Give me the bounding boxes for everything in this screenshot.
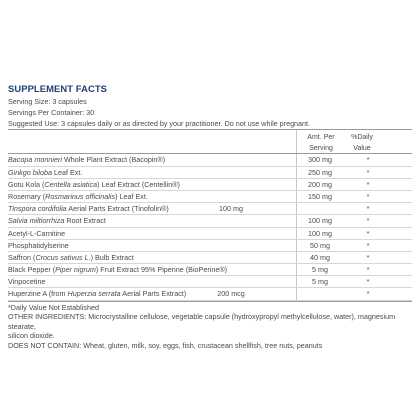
supplement-facts-panel	[8, 84, 412, 351]
ingredient-latin-name: Crocus sativus L.	[35, 252, 91, 262]
ingredient-row	[8, 154, 412, 166]
ingredient-name-suffix: ) Leaf Extract (Centellin®)	[97, 179, 180, 189]
ingredient-name-suffix: ) Leaf Ext.	[115, 191, 148, 201]
ingredient-row	[8, 191, 412, 203]
ingredient-daily-value: *	[366, 179, 370, 189]
ingredient-name-text: Acetyl-L-Carnitine	[8, 228, 66, 238]
daily-value-header	[341, 132, 383, 154]
ingredient-name	[8, 167, 82, 178]
ingredient-name-text: Vinpocetine	[8, 277, 46, 287]
ingredient-amount: 300 mg	[308, 155, 332, 165]
ingredient-daily-value: *	[366, 277, 370, 287]
dv-header-line2: Value	[353, 145, 371, 153]
amount-header-line2: Serving	[309, 145, 333, 153]
ingredient-name-prefix: Huperzine A (from	[8, 289, 68, 299]
ingredient-daily-value: *	[366, 240, 370, 250]
ingredient-amount: 150 mg	[308, 191, 332, 201]
ingredient-name-text: Leaf Ext.	[51, 167, 83, 177]
ingredient-daily-value: *	[366, 204, 370, 214]
amount-per-serving-header	[297, 132, 345, 154]
ingredient-row	[8, 252, 412, 264]
ingredient-name-prefix: Rosemary (	[8, 191, 46, 201]
ingredient-daily-value: *	[366, 191, 370, 201]
ingredient-daily-value: *	[366, 155, 370, 165]
ingredient-row	[8, 228, 412, 240]
ingredient-name	[8, 240, 69, 251]
ingredient-amount: 100 mg	[219, 204, 243, 214]
other-ingredients-continued: silicon dioxide.	[8, 331, 55, 341]
ingredient-name	[8, 264, 227, 275]
ingredient-name-suffix: ) Bulb Extract	[90, 252, 134, 262]
column-header	[8, 130, 412, 153]
ingredient-name-suffix: Aerial Parts Extract)	[120, 289, 187, 299]
dv-header-line1: %Daily	[351, 134, 373, 142]
ingredient-daily-value: *	[366, 252, 370, 262]
ingredient-amount: 250 mg	[308, 167, 332, 177]
ingredient-name	[8, 252, 134, 263]
ingredient-row	[8, 240, 412, 252]
suggested-use: Suggested Use: 3 capsules daily or as directed by your practitioner. Do not use while pregnant.	[8, 118, 311, 128]
ingredient-latin-name: Centella asiatica	[44, 179, 98, 189]
ingredient-row	[8, 215, 412, 227]
ingredient-name-prefix: Black Pepper (	[8, 265, 56, 275]
ingredient-amount: 5 mg	[312, 265, 328, 275]
ingredient-daily-value: *	[366, 216, 370, 226]
ingredient-name-text: Whole Plant Extract (Bacopin®)	[61, 155, 166, 165]
ingredient-name-text: Phosphatidylserine	[8, 240, 69, 250]
ingredient-amount: 100 mg	[308, 216, 332, 226]
ingredient-row	[8, 167, 412, 179]
ingredient-amount: 5 mg	[312, 277, 328, 287]
ingredient-name	[8, 203, 169, 214]
ingredient-row	[8, 288, 412, 300]
ingredient-latin-name: Tinspora cordifolia	[8, 204, 67, 214]
ingredient-latin-name: Rosmarinus officinalis	[45, 191, 116, 201]
ingredient-latin-name: Ginkgo biloba	[8, 167, 52, 177]
ingredient-name-suffix: ) Fruit Extract 95% Piperine (BioPerine®)	[95, 265, 228, 275]
ingredient-name	[8, 228, 65, 239]
ingredient-daily-value: *	[366, 228, 370, 238]
ingredient-name	[8, 179, 180, 190]
ingredient-amount: 50 mg	[310, 240, 330, 250]
ingredient-latin-name: Salvia miltiorrhiza	[8, 216, 65, 226]
ingredient-name	[8, 154, 165, 165]
serving-size: Serving Size: 3 capsules	[8, 97, 87, 106]
ingredient-amount: 200 mcg	[217, 289, 245, 299]
ingredient-row	[8, 276, 412, 288]
ingredient-amount: 40 mg	[310, 252, 330, 262]
does-not-contain: DOES NOT CONTAIN: Wheat, gluten, milk, soy, eggs, fish, crustacean shellfish, tree nuts, peanuts	[8, 341, 323, 351]
daily-value-footnote: *Daily Value Not Established	[8, 302, 99, 312]
ingredient-row	[8, 264, 412, 276]
bottom-rule	[8, 301, 412, 302]
ingredient-name-text: Root Extract	[64, 216, 106, 226]
ingredient-row	[8, 179, 412, 191]
ingredient-daily-value: *	[366, 289, 370, 299]
ingredient-latin-name: Piper nigrum	[55, 265, 96, 275]
ingredient-latin-name: Huperzia serrata	[67, 289, 121, 299]
ingredient-name	[8, 215, 106, 226]
ingredient-name	[8, 276, 45, 287]
ingredient-latin-name: Bacopa monnieri	[8, 155, 62, 165]
ingredient-row	[8, 203, 412, 215]
servings-per-container: Servings Per Container: 30	[8, 107, 95, 117]
panel-title: SUPPLEMENT FACTS	[8, 83, 108, 94]
ingredient-name-prefix: Gotu Kola (	[8, 179, 45, 189]
ingredient-amount: 200 mg	[308, 179, 332, 189]
ingredient-name	[8, 288, 186, 299]
other-ingredients: OTHER INGREDIENTS: Microcrystalline cellulose, vegetable capsule (hydroxypropyl methylcellulose, water), magnesium stearate,	[8, 312, 396, 331]
ingredient-daily-value: *	[366, 265, 370, 275]
ingredient-name-prefix: Saffron (	[8, 252, 36, 262]
ingredient-name-text: Aerial Parts Extract (Tinofolin®)	[66, 204, 169, 214]
ingredient-amount: 100 mg	[308, 228, 332, 238]
amount-header-line1: Amt. Per	[307, 134, 335, 142]
ingredient-name	[8, 191, 148, 202]
ingredient-daily-value: *	[366, 167, 370, 177]
ingredient-list	[8, 154, 412, 300]
